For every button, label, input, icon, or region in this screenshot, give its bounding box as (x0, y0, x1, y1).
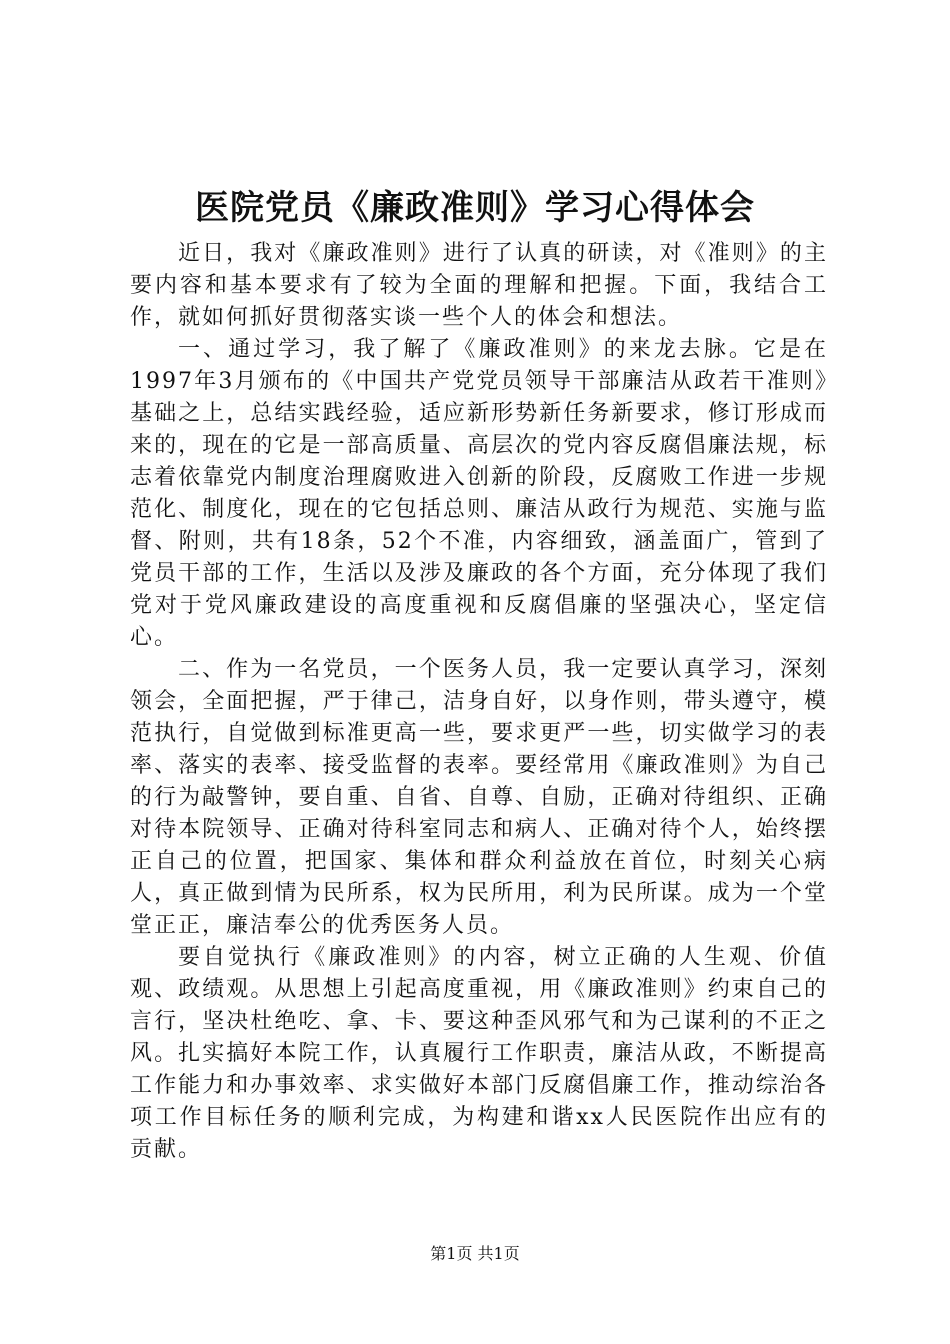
paragraph-intro: 近日，我对《廉政准则》进行了认真的研读，对《准则》的主要内容和基本要求有了较为全面的理解和把握。下面，我结合工作，就如何抓好贯彻落实谈一些个人的体会和想法。 (130, 241, 828, 330)
paragraph-section-one: 一、通过学习，我了解了《廉政准则》的来龙去脉。它是在1997年3月颁布的《中国共产党党员领导干部廉洁从政若干准则》基础之上，总结实践经验，适应新形势新任务新要求，修订形成而来的，现在的它是一部高质量、高层次的党内容反腐倡廉法规，标志着依靠党内制度治理腐败进入创新的阶段，反腐败工作进一步规范化、制度化，现在的它包括总则、廉洁从政行为规范、实施与监督、附则，共有18条，52个不准，内容细致，涵盖面广，管到了党员干部的工作，生活以及涉及廉政的各个方面，充分体现了我们党对于党风廉政建设的高度重视和反腐倡廉的坚强决心，坚定信心。 (130, 337, 828, 650)
paragraph-conclusion: 要自觉执行《廉政准则》的内容，树立正确的人生观、价值观、政绩观。从思想上引起高度重视，用《廉政准则》约束自己的言行，坚决杜绝吃、拿、卡、要这种歪风邪气和为己谋利的不正之风。扎实搞好本院工作，认真履行工作职责，廉洁从政，不断提高工作能力和办事效率、求实做好本部门反腐倡廉工作，推动综治各项工作目标任务的顺利完成，为构建和谐xx人民医院作出应有的贡献。 (130, 945, 828, 1162)
document-title: 医院党员《廉政准则》学习心得体会 (195, 188, 755, 228)
paragraph-section-two: 二、作为一名党员，一个医务人员，我一定要认真学习，深刻领会，全面把握，严于律己，洁身自好，以身作则，带头遵守，模范执行，自觉做到标准更高一些，要求更严一些，切实做学习的表率、落实的表率、接受监督的表率。要经常用《廉政准则》为自己的行为敲警钟，要自重、自省、自尊、自励，正确对待组织、正确对待本院领导、正确对待科室同志和病人、正确对待个人，始终摆正自己的位置，把国家、集体和群众利益放在首位，时刻关心病人，真正做到情为民所系，权为民所用，利为民所谋。成为一个堂堂正正，廉洁奉公的优秀医务人员。 (130, 657, 828, 938)
page-number-footer: 第1页 共1页 (430, 1244, 520, 1263)
document-body (130, 238, 828, 1166)
